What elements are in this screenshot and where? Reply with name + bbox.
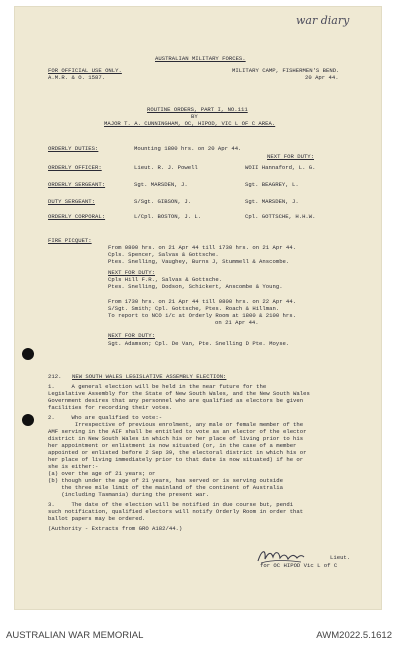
section-title: NEW SOUTH WALES LEGISLATIVE ASSEMBLY ELECTION: [72,373,227,380]
next-for-duty-heading: NEXT FOR DUTY: [267,153,314,160]
duty-next: Sgt. BEAGREY, L. [245,181,299,188]
section-body-line: the three mile limit of the mainland of the continent of Australia [48,484,283,491]
section-body-line: appointed or enlisted before 2 Sep 39, the electoral district in which his or [48,449,307,456]
fire-picquet-line: Ptes. Snelling, Dodson, Schickert, Anscombe & Young. [108,283,283,290]
section-body-line: Irrespective of previous enrolment, any male or female member of the [48,421,304,428]
fire-picquet-line: S/Sgt. Smith; Cpl. Gottsche, Ptes. Roach & Hillman. [108,305,280,312]
section-number: 212. [48,373,62,380]
section-body-line: 3. The date of the election will be notified in due course but, pendi [48,501,294,508]
footer-institution: AUSTRALIAN WAR MEMORIAL [6,630,144,641]
section-body-line: her place of living immediately prior to that date is now situated) if he or [48,456,304,463]
routine-orders-officer: MAJOR T. A. CUNNINGHAM, OC, HIPOD, VIC L OF C AREA. [104,120,276,127]
routine-orders-by: BY [191,113,198,120]
section-body-line: district in New South Wales in which his or her place of living prior to his [48,435,304,442]
authority-line: (Authority - Extracts from GRO A182/44.) [48,525,183,532]
duty-label: ORDERLY CORPORAL: [48,213,106,220]
orderly-duties-label: ORDERLY DUTIES: [48,145,99,152]
section-body-line: (a) over the age of 21 years; or [48,470,156,477]
duty-next: Cpl. GOTTSCHE, H.H.W. [245,213,316,220]
section-body-line: AMF serving in the AIF shall be entitled to vote as an elector of the elector [48,428,307,435]
footer-accession-number: AWM2022.5.1612 [316,630,392,641]
punch-hole-bottom [22,414,34,426]
handwritten-annotation: war diary [296,14,350,27]
fire-picquet-next-heading: NEXT FOR DUTY: [108,332,155,339]
fire-picquet-line: From 0800 hrs. on 21 Apr 44 till 1730 hrs. on 21 Apr 44. [108,244,296,251]
section-body-line: 2. Who are qualified to vote:- [48,414,163,421]
duty-current: Sgt. MARSDEN, J. [134,181,188,188]
section-body-line: ballot papers may be ordered. [48,515,146,522]
punch-hole-top [22,348,34,360]
fire-picquet-line: To report to NCO i/c at Orderly Room at 1800 & 2100 hrs. [108,312,296,319]
fire-picquet-line: Sgt. Adamson; Cpl. De Van, Pte. Snelling D Pte. Moyse. [108,340,290,347]
fire-picquet-next-heading: NEXT FOR DUTY: [108,269,155,276]
signature-rank: Lieut. [330,554,351,561]
section-body-line: Legislative Assembly for the State of New South Wales, and the New South Wales [48,390,310,397]
duty-label: DUTY SERGEANT: [48,198,95,205]
duty-label: ORDERLY SERGEANT: [48,181,106,188]
duty-current: L/Cpl. BOSTON, J. L. [134,213,202,220]
duty-next: Sgt. MARSDEN, J. [245,198,299,205]
signature-for: for OC HIPOD Vic L of C [260,562,338,569]
fire-picquet-label: FIRE PICQUET: [48,237,92,244]
duty-current: Lieut. R. J. Powell [134,164,198,171]
fire-picquet-line: From 1730 hrs. on 21 Apr 44 till 0800 hrs. on 22 Apr 44. [108,298,296,305]
footer-bar [0,618,400,653]
duty-current: S/Sgt. GIBSON, J. [134,198,192,205]
fire-picquet-line: Cpls Hill F.R., Salvas & Gottsche. [108,276,223,283]
org-title: AUSTRALIAN MILITARY FORCES. [155,55,246,62]
fire-picquet-line: on 21 Apr 44. [215,319,259,326]
duty-next: WOII Hannaford, L. G. [245,164,316,171]
section-body-line: Government desires that any personnel who are qualified as electors be given [48,397,304,404]
section-body-line: facilities for recording their votes. [48,404,173,411]
issue-date: 20 Apr 44. [305,74,339,81]
duty-label: ORDERLY OFFICER: [48,164,102,171]
official-use-ref: A.M.R. & O. 1587. [48,74,106,81]
section-body-line: (b) though under the age of 21 years, has served or is serving outside [48,477,283,484]
camp-name: MILITARY CAMP, FISHERMEN'S BEND. [232,67,340,74]
section-body-line: such notification, qualified electors will notify Orderly Room in order that [48,508,304,515]
fire-picquet-line: Cpls. Spencer, Salvas & Gottsche. [108,251,219,258]
section-body-line: 1. A general election will be held in the near future for the [48,383,267,390]
orderly-duties-value: Mounting 1800 hrs. on 20 Apr 44. [134,145,242,152]
official-use: FOR OFFICIAL USE ONLY. [48,67,122,74]
section-body-line: she is either:- [48,463,99,470]
routine-orders-title: ROUTINE ORDERS, PART I, NO.111 [147,106,248,113]
section-body-line: (including Tasmania) during the present war. [48,491,210,498]
fire-picquet-line: Ptes. Snelling, Vaughey, Burns J, Stummell & Anscombe. [108,258,290,265]
section-body-line: her appointment or enlistment is now situated (or, in the case of a member [48,442,297,449]
